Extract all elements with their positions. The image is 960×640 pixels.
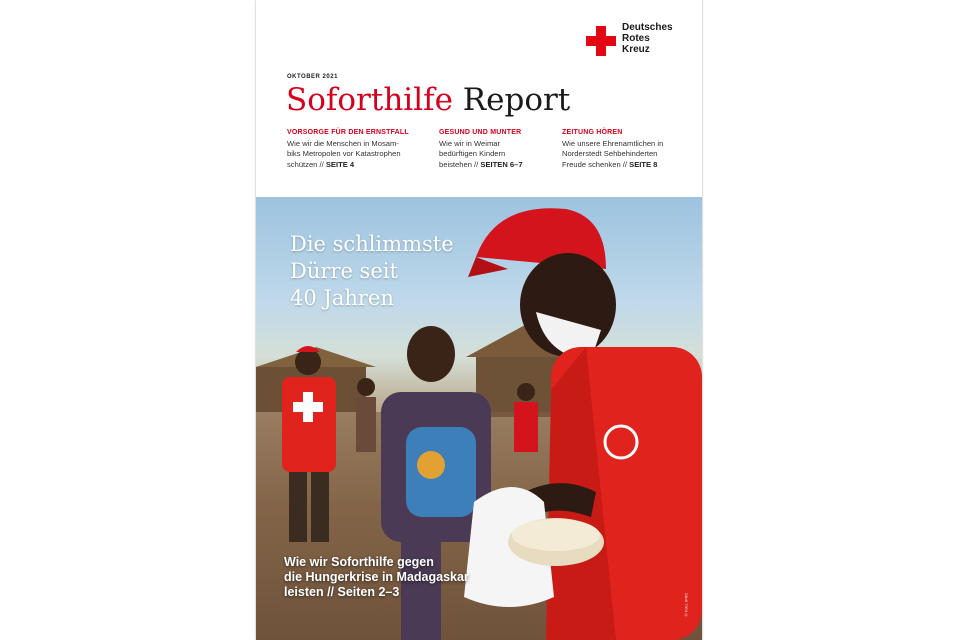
headline-line: 40 Jahren xyxy=(290,286,394,310)
cover-caption xyxy=(284,555,469,600)
teaser-page-ref: SEITE 8 xyxy=(629,159,658,169)
teaser-row xyxy=(287,128,697,188)
org-name-line: Kreuz xyxy=(622,44,650,55)
teaser-line: biks Metropolen vor Katastrophen xyxy=(287,149,401,159)
cover-photo xyxy=(256,197,702,640)
teaser-gesund xyxy=(439,128,569,170)
teaser-line: bedürftigen Kindern xyxy=(439,149,506,159)
caption-line: leisten // Seiten 2–3 xyxy=(284,585,400,599)
issue-date: OKTOBER 2021 xyxy=(287,74,338,80)
org-name-line: Deutsches xyxy=(622,22,673,33)
org-name-line: Rotes xyxy=(622,33,650,44)
photo-credit xyxy=(683,586,698,626)
teaser-line: Wie wir die Menschen in Mosam- xyxy=(287,138,399,148)
teaser-heading: VORSORGE FÜR DEN ERNSTFALL xyxy=(287,129,409,136)
teaser-line: schützen // xyxy=(287,159,326,169)
teaser-zeitung xyxy=(562,128,692,170)
teaser-vorsorge xyxy=(287,128,417,170)
teaser-line: Wie unsere Ehrenamtlichen in xyxy=(562,138,664,148)
caption-line: die Hungerkrise in Madagaskar xyxy=(284,570,469,584)
magazine-cover xyxy=(256,0,702,640)
org-name xyxy=(622,22,692,55)
caption-line: Wie wir Soforthilfe gegen xyxy=(284,555,434,569)
photo-credit-text: © Foto: IFRC xyxy=(683,592,689,617)
cover-headline xyxy=(290,231,454,312)
teaser-line: Freude schenken // xyxy=(562,159,630,169)
headline-line: Die schlimmste xyxy=(290,232,454,256)
teaser-heading: GESUND UND MUNTER xyxy=(439,129,522,136)
red-cross-icon xyxy=(586,26,616,56)
teaser-page-ref: SEITE 4 xyxy=(325,159,355,169)
title-red: Soforthilfe xyxy=(286,82,453,118)
headline-line: Dürre seit xyxy=(290,259,398,283)
drk-logo xyxy=(586,22,696,62)
title-black: Report xyxy=(462,82,571,118)
teaser-page-ref: SEITEN 6–7 xyxy=(480,159,523,169)
teaser-line: beistehen // xyxy=(439,159,481,169)
magazine-title xyxy=(286,80,570,120)
teaser-line: Wie wir in Weimar xyxy=(439,138,501,148)
teaser-heading: ZEITUNG HÖREN xyxy=(562,129,623,136)
teaser-line: Norderstedt Sehbehinderten xyxy=(562,149,658,159)
